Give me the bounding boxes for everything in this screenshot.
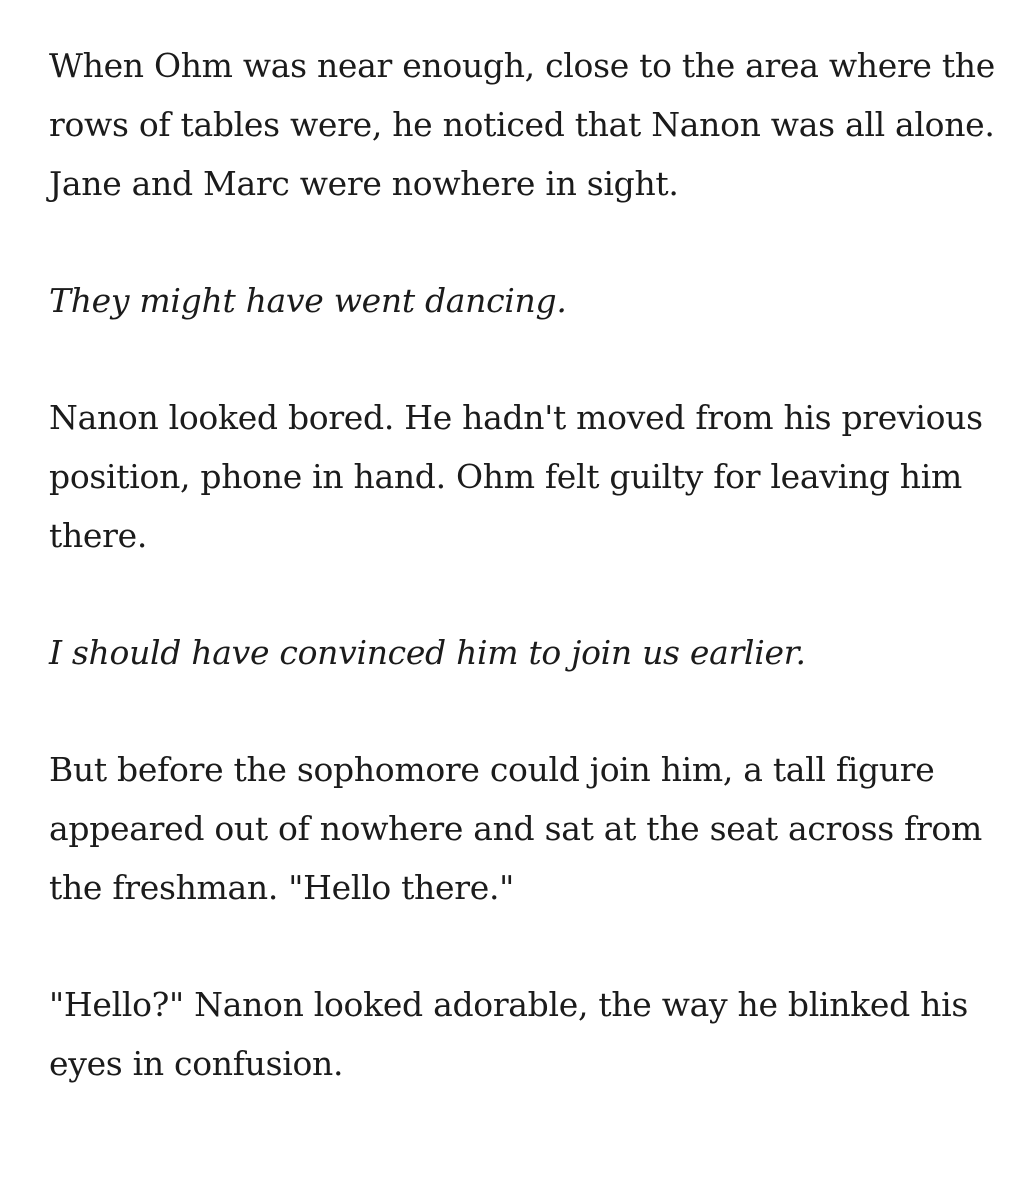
paragraph-6: "Hello?" Nanon looked adorable, the way he blinked his eyes in confusion. [49,985,968,1083]
paragraph-4-thought: I should have convinced him to join us earlier. [49,633,806,672]
paragraph-3: Nanon looked bored. He hadn't moved from his previous position, phone in hand. Ohm felt guilty for leaving him there. [49,398,983,555]
paragraph-2-thought: They might have went dancing. [49,281,567,320]
story-text [49,36,999,1093]
paragraph-5: But before the sophomore could join him, a tall figure appeared out of nowhere and sat at the seat across from the freshman. "Hello there." [49,750,982,907]
paragraph-1: When Ohm was near enough, close to the area where the rows of tables were, he noticed that Nanon was all alone. Jane and Marc were nowhere in sight. [49,46,995,203]
